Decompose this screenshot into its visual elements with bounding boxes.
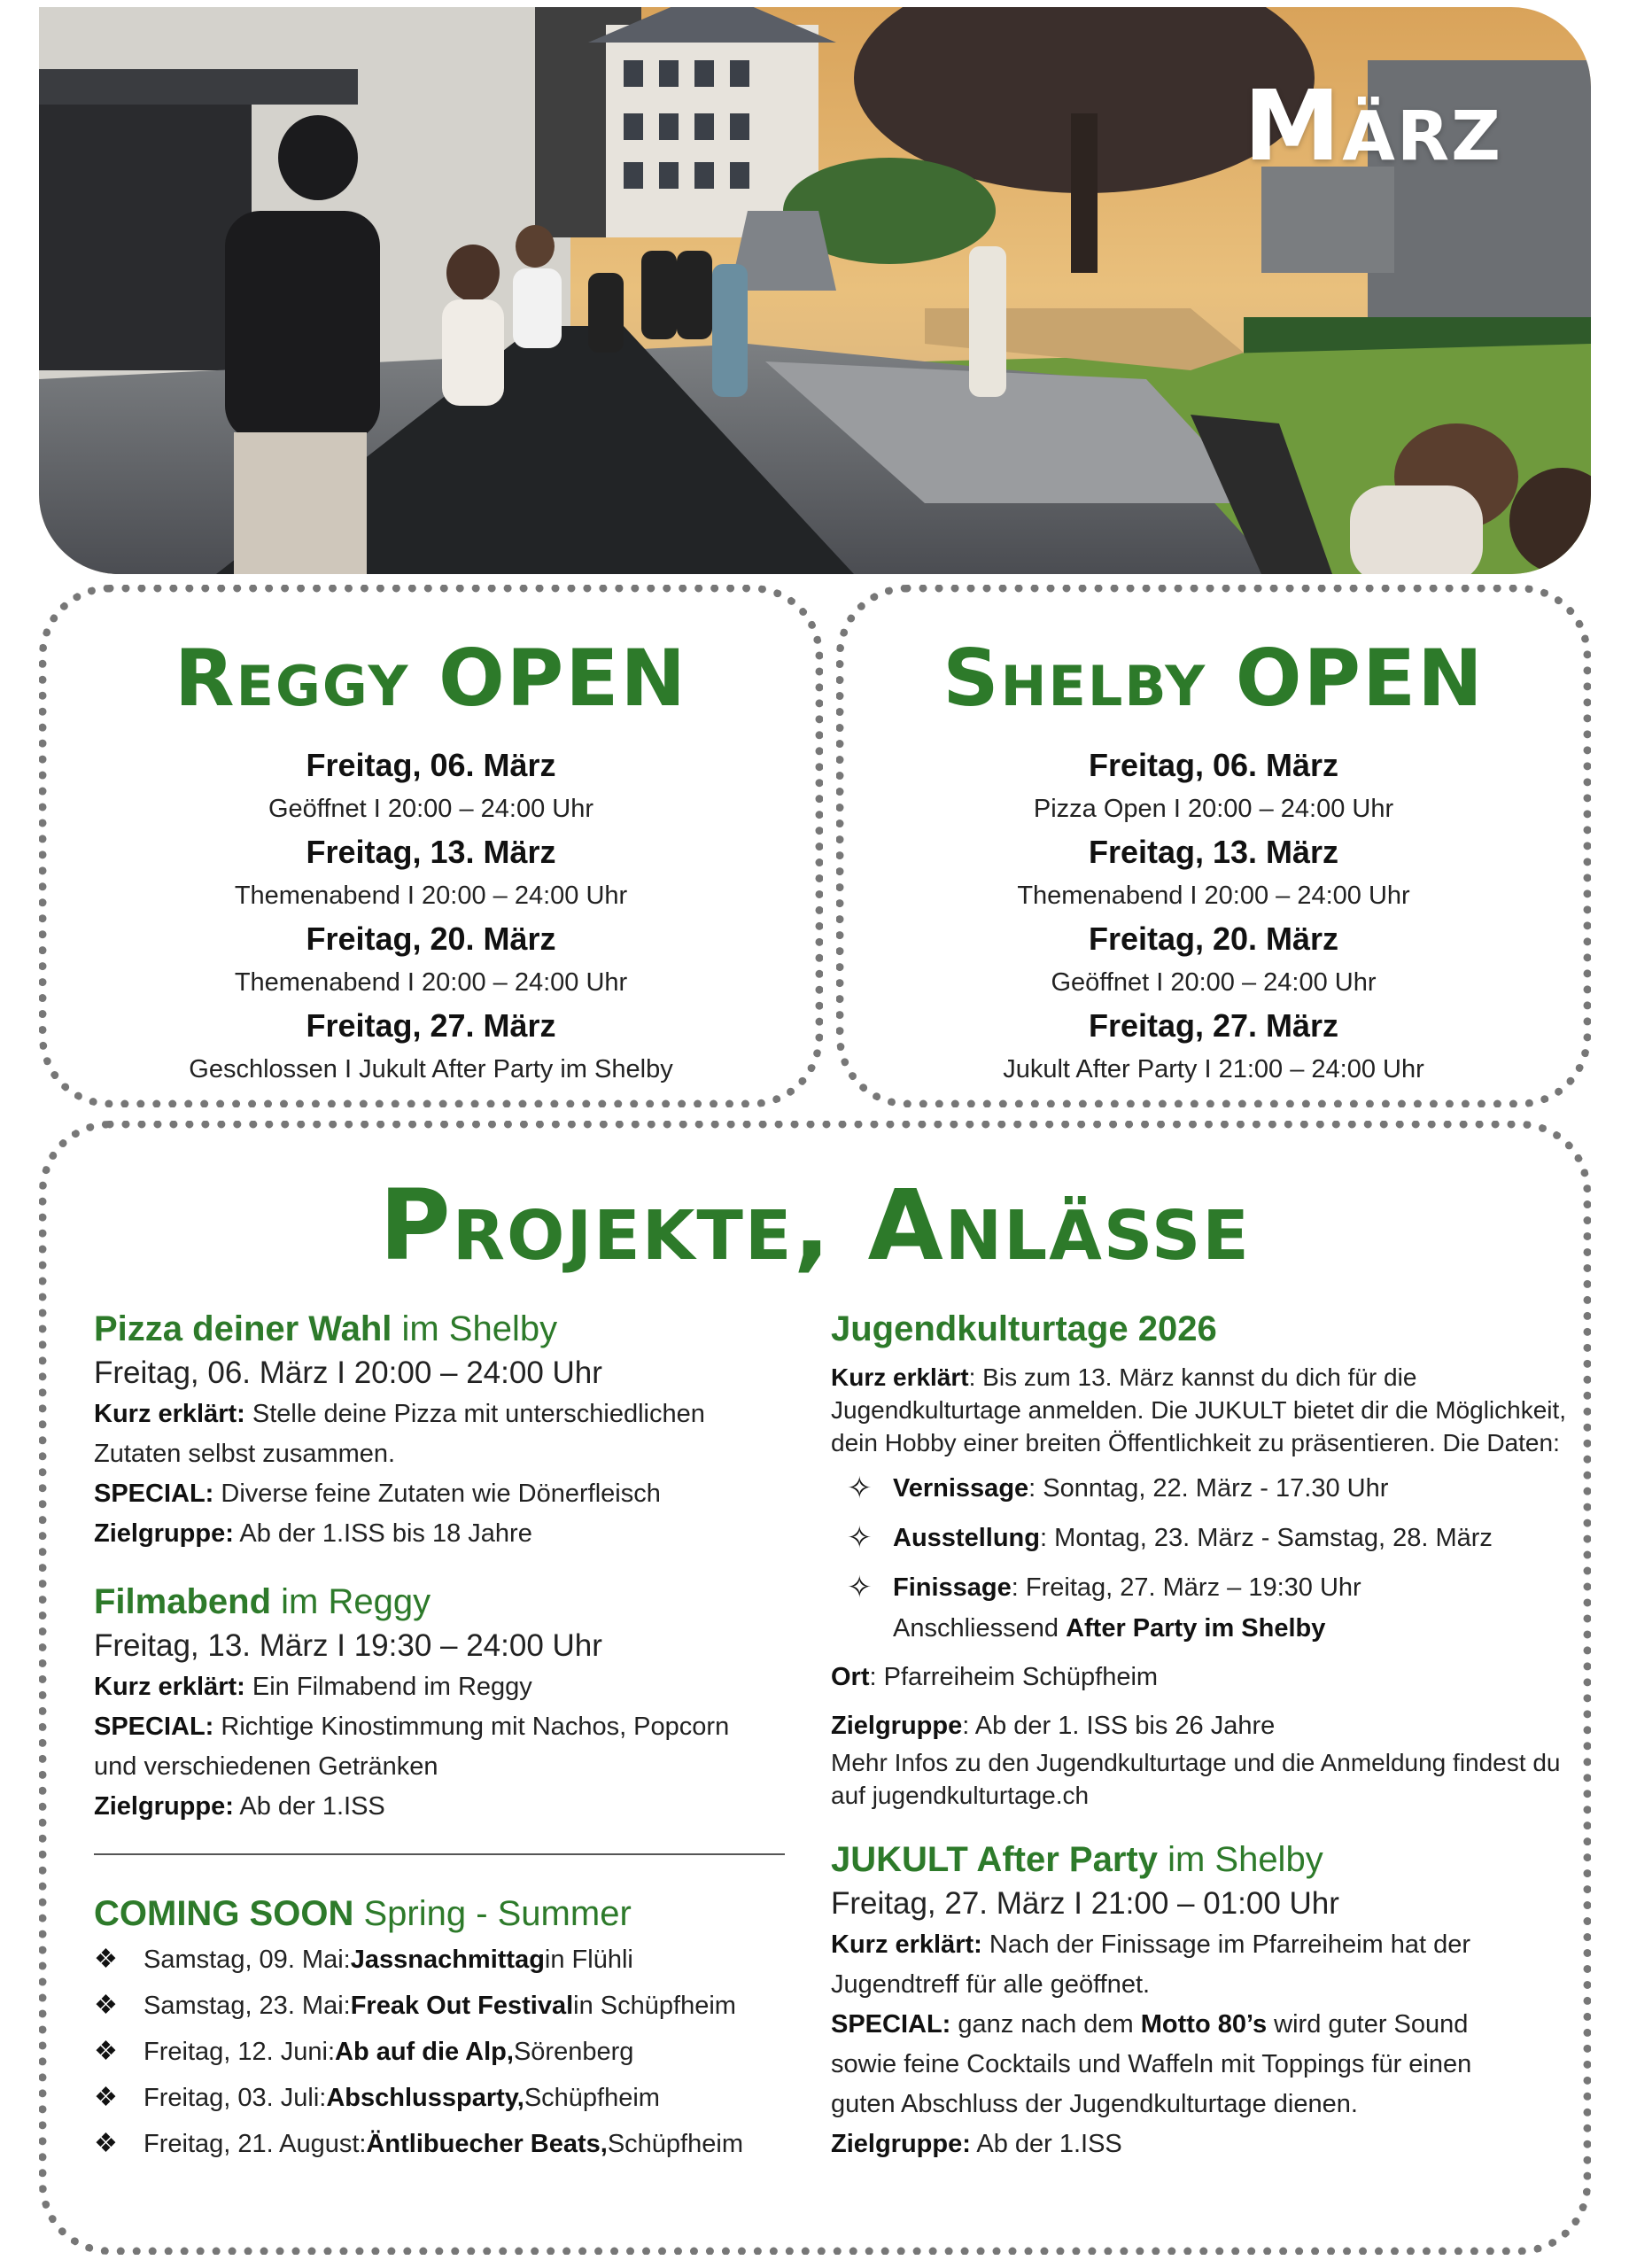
after-party-special-cont2: guten Abschluss der Jugendkulturtage dienen. xyxy=(831,2090,1358,2118)
list-item xyxy=(94,2121,829,2167)
month-title: März xyxy=(1243,69,1502,183)
pizza-ziel xyxy=(94,1514,829,1554)
reggy-schedule xyxy=(47,743,815,1091)
after-party-kurz-text: Nach der Finissage im Pfarreiheim hat der xyxy=(981,1930,1471,1959)
coming-soon-place: Sörenberg xyxy=(513,2038,634,2066)
after-party-special-post: wird guter Sound xyxy=(1267,2010,1469,2039)
jukult-date-label: Finissage xyxy=(893,1573,1012,1602)
film-ziel-text: Ab der 1.ISS xyxy=(233,1792,385,1821)
list-item xyxy=(847,1518,1593,1558)
after-party-date: Freitag, 27. März I 21:00 – 01:00 Uhr xyxy=(831,1886,1339,1921)
jukult-title xyxy=(831,1306,1593,1352)
film-special-label: SPECIAL: xyxy=(94,1713,214,1741)
four-diamond-bullet-icon: ❖ xyxy=(94,2083,118,2112)
pizza-special-label: SPECIAL: xyxy=(94,1480,214,1508)
jukult-after-pre: Anschliessend xyxy=(893,1614,1067,1643)
coming-soon-place: in Schüpfheim xyxy=(573,1992,736,2020)
coming-soon-date: Samstag, 23. Mai: xyxy=(144,1992,351,2020)
list-item xyxy=(847,1468,1593,1509)
shelby-info-1: Pizza Open I 20:00 – 24:00 Uhr xyxy=(1033,795,1394,823)
jukult-after-bold: After Party im Shelby xyxy=(1066,1614,1326,1643)
jukult-ziel-label: Zielgruppe xyxy=(831,1712,963,1740)
after-party-ziel xyxy=(831,2124,1593,2164)
jukult-date-label: Ausstellung xyxy=(893,1524,1040,1552)
shelby-day-1: Freitag, 06. März xyxy=(1088,747,1339,783)
shelby-info-4: Jukult After Party I 21:00 – 24:00 Uhr xyxy=(1003,1055,1424,1084)
jukult-dates-list xyxy=(847,1468,1593,1649)
coming-soon-event: Ab auf die Alp, xyxy=(335,2038,514,2066)
pizza-kurz-label: Kurz erklärt: xyxy=(94,1400,245,1428)
reggy-day-1: Freitag, 06. März xyxy=(306,747,556,783)
projekte-left-column xyxy=(94,1306,829,2167)
film-special-cont: und verschiedenen Getränken xyxy=(94,1752,438,1781)
coming-soon-date: Freitag, 12. Juni: xyxy=(144,2038,335,2066)
pizza-special-text: Diverse feine Zutaten wie Dönerfleisch xyxy=(213,1480,661,1508)
shelby-open-box xyxy=(836,585,1591,1107)
pizza-kurz-cont: Zutaten selbst zusammen. xyxy=(94,1440,396,1468)
pizza-title-bold: Pizza deiner Wahl xyxy=(94,1309,392,1348)
shelby-title: Shelby OPEN xyxy=(942,633,1485,724)
after-party-motto: Motto 80’s xyxy=(1140,2010,1268,2039)
film-special-text: Richtige Kinostimmung mit Nachos, Popcorn xyxy=(213,1713,730,1741)
pizza-kurz xyxy=(94,1394,829,1434)
after-party-special xyxy=(831,2005,1593,2045)
film-ziel-label: Zielgruppe: xyxy=(94,1792,234,1821)
film-kurz xyxy=(94,1667,829,1707)
reggy-info-4: Geschlossen I Jukult After Party im Shelby xyxy=(189,1055,673,1084)
coming-soon-season: Spring - Summer xyxy=(353,1894,632,1933)
shelby-schedule xyxy=(844,743,1583,1091)
coming-soon-place: Schüpfheim xyxy=(607,2130,743,2158)
reggy-info-1: Geöffnet I 20:00 – 24:00 Uhr xyxy=(268,795,594,823)
jukult-date-label: Vernissage xyxy=(893,1474,1029,1503)
coming-soon-date: Freitag, 03. Juli: xyxy=(144,2084,327,2112)
jukult-kurz xyxy=(831,1361,1593,1459)
after-party-kurz-cont: Jugendtreff für alle geöffnet. xyxy=(831,1970,1151,1999)
film-title-bold: Filmabend xyxy=(94,1582,272,1621)
list-item xyxy=(94,1937,829,1983)
coming-soon-event: Jassnachmittag xyxy=(350,1946,545,1974)
pizza-title-location: im Shelby xyxy=(392,1309,558,1348)
pizza-special xyxy=(94,1474,829,1514)
after-party-kurz xyxy=(831,1925,1593,1965)
jukult-ziel-text: : Ab der 1. ISS bis 26 Jahre xyxy=(962,1712,1276,1740)
jukult-kurz-text: : Bis zum 13. März kannst du dich für die Jugendkulturtage anmelden. Die JUKULT bietet dir die Möglichkeit, dein Hobby einer breiten Öffentlichkeit zu präsentieren. Die Daten: xyxy=(831,1363,1567,1456)
coming-soon-event: Freak Out Festival xyxy=(350,1992,574,2020)
projekte-right-column xyxy=(831,1306,1593,2164)
film-title xyxy=(94,1579,829,1625)
coming-soon-place: Schüpfheim xyxy=(524,2084,660,2112)
four-point-star-icon: ✧ xyxy=(847,1472,873,1505)
divider xyxy=(94,1853,785,1855)
jukult-ziel xyxy=(831,1706,1593,1746)
after-party-special-pre: ganz nach dem xyxy=(950,2010,1141,2039)
coming-soon-event: Äntlibuecher Beats, xyxy=(366,2130,608,2158)
four-diamond-bullet-icon: ❖ xyxy=(94,1991,118,2020)
four-point-star-icon: ✧ xyxy=(847,1521,873,1555)
after-party-ziel-text: Ab der 1.ISS xyxy=(970,2130,1122,2158)
pizza-kurz-text: Stelle deine Pizza mit unterschiedlichen xyxy=(244,1400,705,1428)
reggy-day-4: Freitag, 27. März xyxy=(306,1007,556,1044)
reggy-day-2: Freitag, 13. März xyxy=(306,834,556,870)
jukult-ort xyxy=(831,1658,1593,1697)
film-ziel xyxy=(94,1787,829,1827)
coming-soon-list xyxy=(94,1937,829,2167)
jukult-date-text: : Sonntag, 22. März - 17.30 Uhr xyxy=(1028,1474,1389,1503)
coming-soon-place: in Flühli xyxy=(544,1946,633,1974)
coming-soon-date: Samstag, 09. Mai: xyxy=(144,1946,351,1974)
film-title-location: im Reggy xyxy=(271,1582,431,1621)
list-item xyxy=(94,2029,829,2075)
four-diamond-bullet-icon: ❖ xyxy=(94,2037,118,2066)
shelby-day-2: Freitag, 13. März xyxy=(1088,834,1339,870)
coming-soon-date: Freitag, 21. August: xyxy=(144,2130,367,2158)
hero-photo xyxy=(39,7,1591,574)
reggy-info-3: Themenabend I 20:00 – 24:00 Uhr xyxy=(234,968,628,997)
shelby-info-2: Themenabend I 20:00 – 24:00 Uhr xyxy=(1017,882,1410,910)
reggy-title: Reggy OPEN xyxy=(174,633,688,724)
pizza-title xyxy=(94,1306,829,1352)
reggy-open-box xyxy=(39,585,823,1107)
four-diamond-bullet-icon: ❖ xyxy=(94,2129,118,2158)
jukult-date-text: : Freitag, 27. März – 19:30 Uhr xyxy=(1011,1573,1361,1602)
projekte-box xyxy=(39,1121,1591,2255)
list-item xyxy=(94,2075,829,2121)
shelby-info-3: Geöffnet I 20:00 – 24:00 Uhr xyxy=(1051,968,1377,997)
after-party-special-cont: sowie feine Cocktails und Waffeln mit Toppings für einen xyxy=(831,2050,1472,2078)
after-party-special-label: SPECIAL: xyxy=(831,2010,951,2039)
film-kurz-text: Ein Filmabend im Reggy xyxy=(244,1673,532,1701)
after-party-title-bold: JUKULT After Party xyxy=(831,1840,1158,1879)
after-party-location: im Shelby xyxy=(1157,1840,1323,1879)
jukult-ort-text: : Pfarreiheim Schüpfheim xyxy=(869,1663,1159,1691)
film-kurz-label: Kurz erklärt: xyxy=(94,1673,245,1701)
film-special xyxy=(94,1707,829,1747)
list-item xyxy=(94,1983,829,2029)
pizza-ziel-text: Ab der 1.ISS bis 18 Jahre xyxy=(233,1519,532,1548)
pizza-ziel-label: Zielgruppe: xyxy=(94,1519,234,1548)
film-date: Freitag, 13. März I 19:30 – 24:00 Uhr xyxy=(94,1628,602,1663)
jukult-ort-label: Ort xyxy=(831,1663,870,1691)
coming-soon-title xyxy=(94,1891,829,1937)
after-party-kurz-label: Kurz erklärt: xyxy=(831,1930,982,1959)
pizza-date: Freitag, 06. März I 20:00 – 24:00 Uhr xyxy=(94,1355,602,1390)
jukult-date-text: : Montag, 23. März - Samstag, 28. März xyxy=(1039,1524,1493,1552)
reggy-day-3: Freitag, 20. März xyxy=(306,920,556,957)
after-party-ziel-label: Zielgruppe: xyxy=(831,2130,971,2158)
after-party-title xyxy=(831,1837,1593,1883)
jukult-kurz-label: Kurz erklärt xyxy=(831,1363,969,1391)
coming-soon-event: Abschlussparty, xyxy=(326,2084,524,2112)
reggy-info-2: Themenabend I 20:00 – 24:00 Uhr xyxy=(234,882,628,910)
jukult-more-info: Mehr Infos zu den Jugendkulturtage und die Anmeldung findest du auf jugendkulturtage.ch xyxy=(831,1749,1561,1809)
shelby-day-4: Freitag, 27. März xyxy=(1088,1007,1339,1044)
list-item xyxy=(847,1567,1593,1649)
shelby-day-3: Freitag, 20. März xyxy=(1088,920,1339,957)
four-point-star-icon: ✧ xyxy=(847,1571,873,1604)
coming-soon-title-bold: COMING SOON xyxy=(94,1894,354,1933)
jukult-title-text: Jugendkulturtage 2026 xyxy=(831,1309,1217,1348)
four-diamond-bullet-icon: ❖ xyxy=(94,1945,118,1974)
projekte-title: Projekte, Anlässe xyxy=(379,1169,1251,1282)
